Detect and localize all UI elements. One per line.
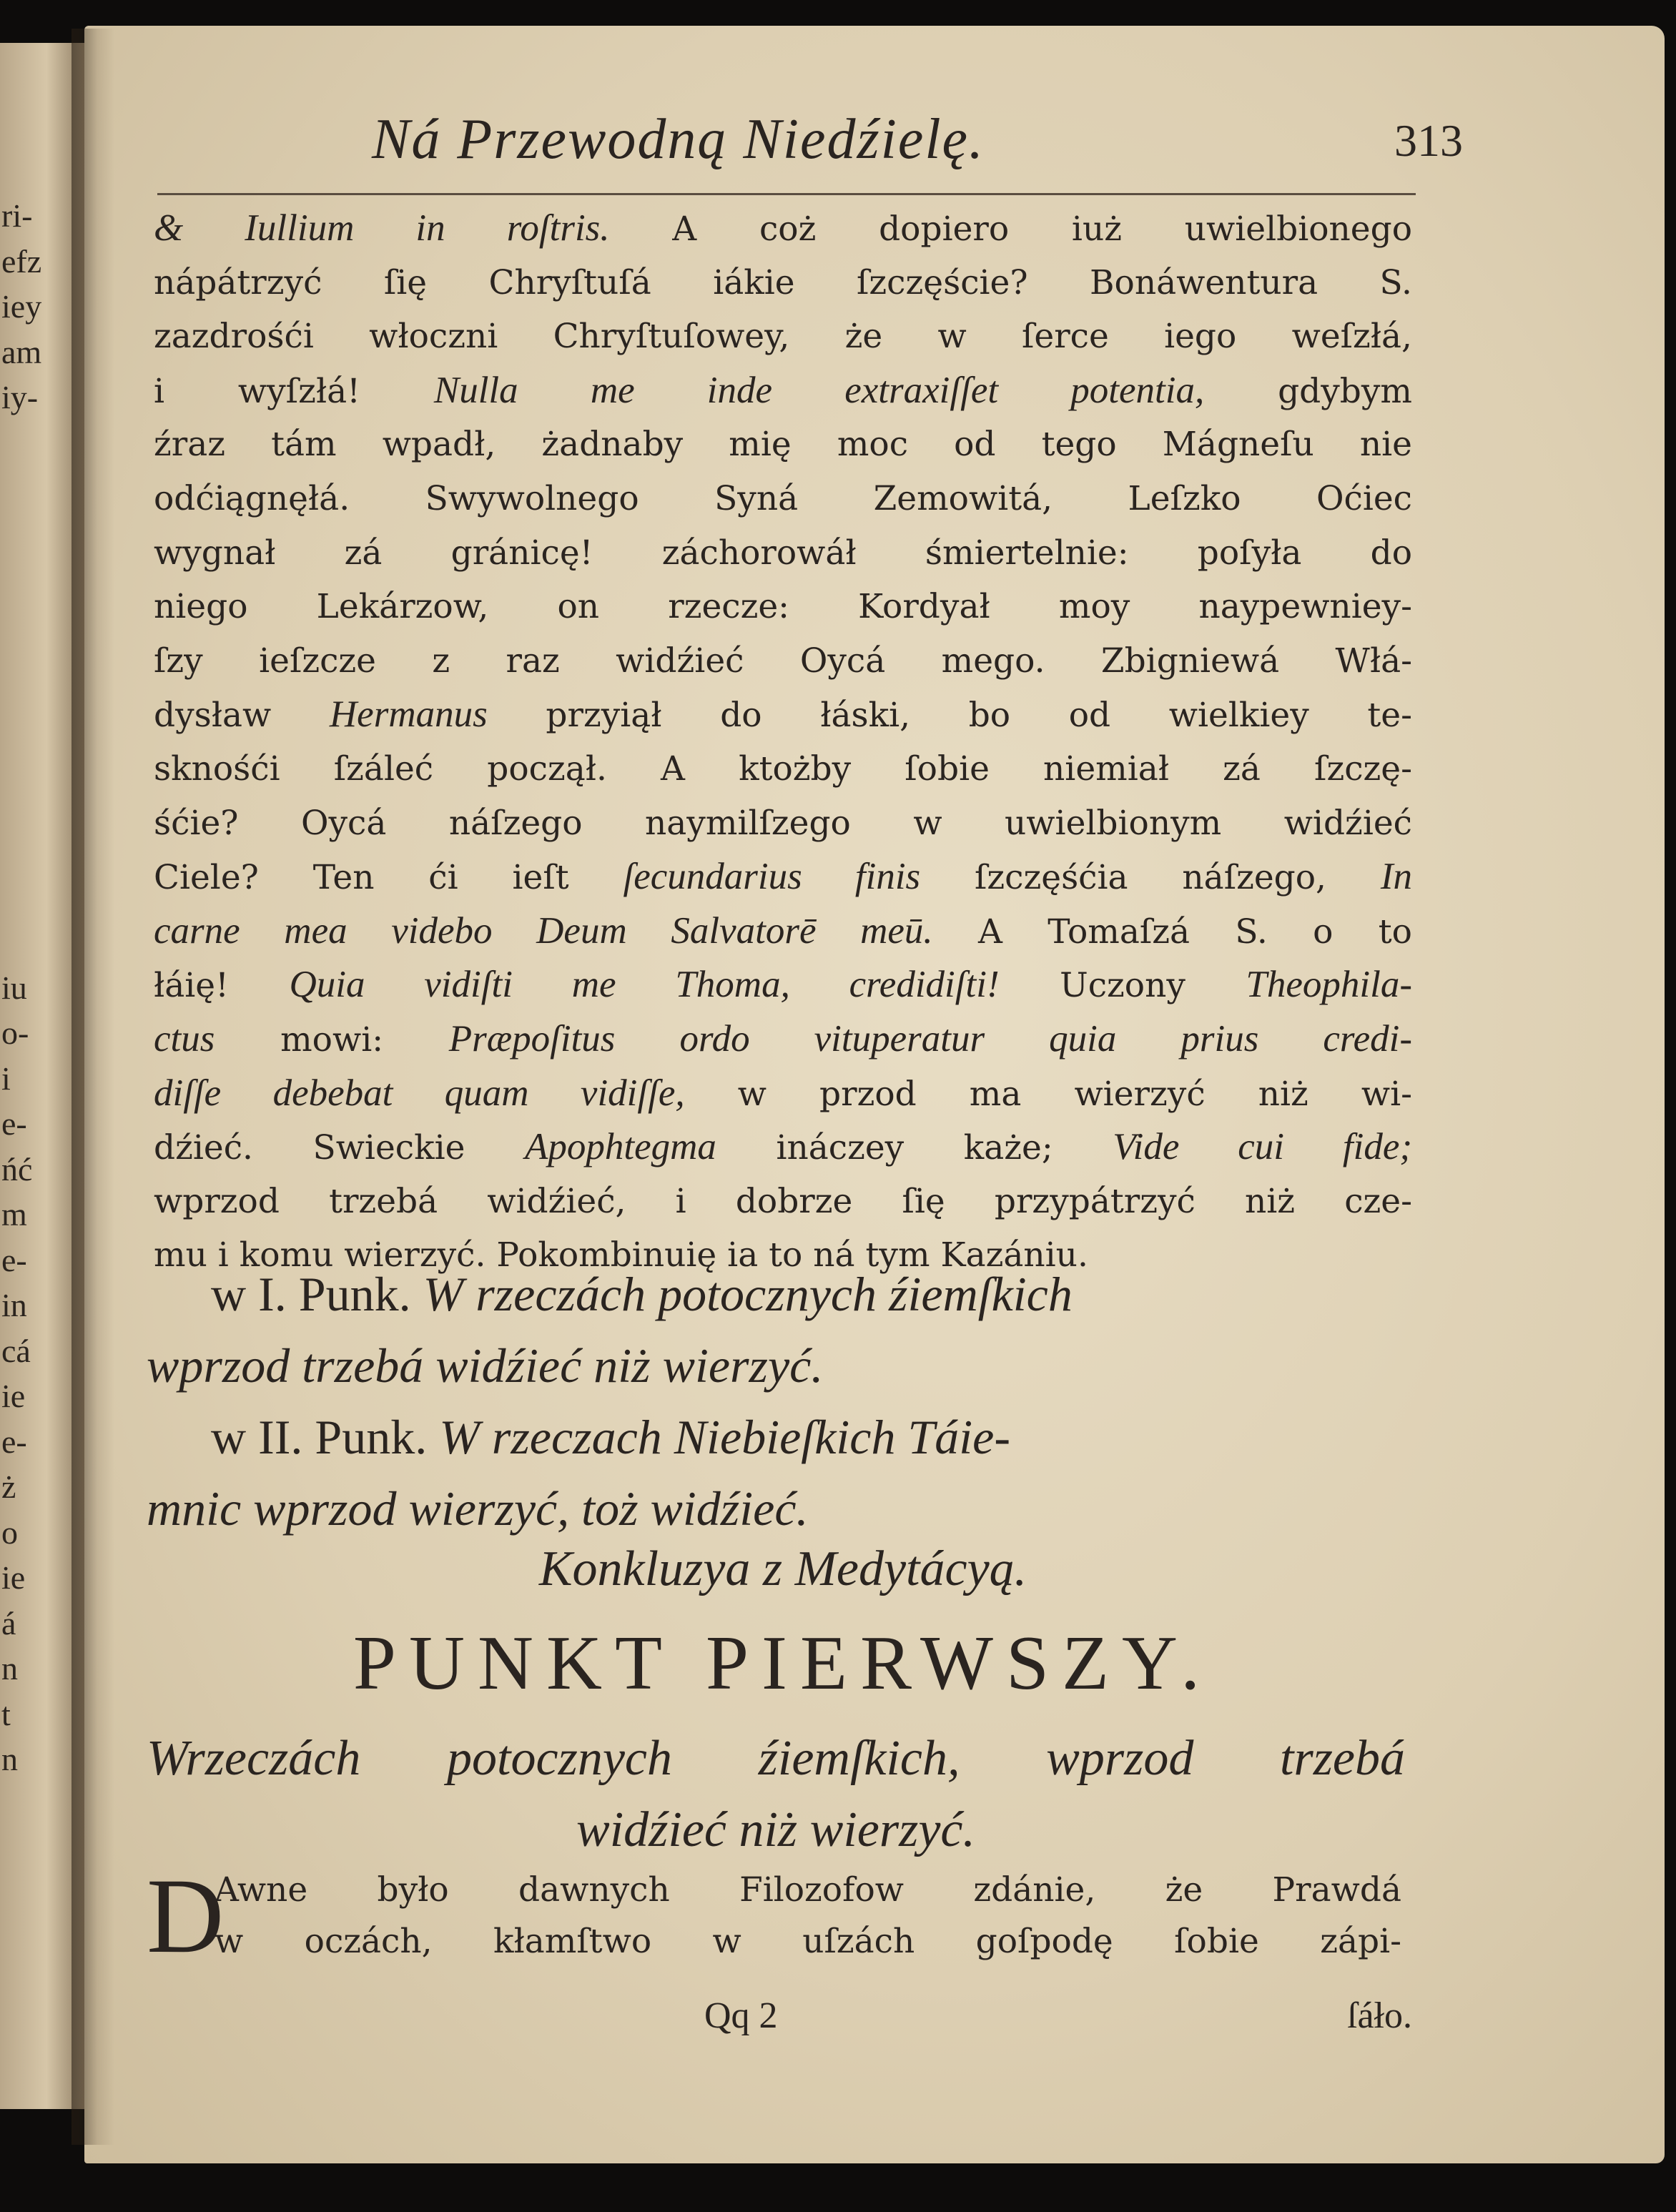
text-line [154, 958, 1412, 1012]
left-page-fragment: ie [1, 1559, 26, 1596]
text-span: łáię! [154, 966, 290, 1006]
text-span: & Iullium in roſtris. [154, 207, 610, 249]
text-span: niego Lekárzow, on rzecze: Kordyał moy naypewniey- [154, 587, 1412, 627]
left-page-fragment [1, 465, 80, 511]
text-span: ſzczęśćia náſzego, [920, 858, 1381, 898]
text-span: i wyſzłá! [154, 371, 434, 411]
text-line: Awne było dawnych Filozofow zdánie, że Prawdá [215, 1870, 1401, 1910]
left-page-fragment: iu [1, 969, 27, 1006]
text-span: gdybym [1204, 371, 1412, 411]
left-page-fragment [1, 919, 80, 965]
left-page-fragment [1, 511, 80, 557]
text-span: Præpoſitus ordo vituperatur quia prius credi- [448, 1017, 1412, 1060]
point-one-continuation: wprzod trzebá widźieć niż wierzyć. [147, 1338, 824, 1393]
text-line [154, 850, 1412, 904]
text-line [154, 364, 1412, 418]
left-page-fragment: i [1, 1060, 11, 1097]
text-span: A coż dopiero iuż uwielbionego [609, 209, 1412, 249]
text-line [154, 1120, 1412, 1175]
text-span: Ciele? Ten ći ieſt [154, 858, 623, 898]
left-page-fragment [1, 647, 80, 693]
left-page-fragment: o [1, 1514, 18, 1551]
left-page-fragment: cá [1, 1332, 31, 1369]
left-page-fragment [1, 420, 80, 466]
left-page-fragment [1, 602, 80, 648]
text-span: Quia vidiſti me Thoma, credidiſti! [289, 964, 1000, 1006]
text-span: Uczony [999, 966, 1246, 1006]
left-page-fragment: efz [1, 242, 42, 280]
text-line [154, 202, 1412, 256]
text-line [154, 796, 1412, 851]
text-span: Nulla me inde extraxiſſet potentia, [433, 369, 1205, 411]
running-head: Ná Przewodną Niedźielę. [372, 108, 985, 171]
text-span: dźieć. Swieckie [154, 1128, 525, 1168]
text-span: Theophila- [1246, 964, 1412, 1006]
left-page-fragment [1, 829, 80, 874]
left-page-fragment: t [1, 1695, 11, 1732]
text-line [154, 1067, 1412, 1121]
text-span: ſzy ieſzcze z raz widźieć Oycá mego. Zbigniewá Włá- [154, 641, 1412, 681]
text-line [154, 904, 1412, 959]
left-page-fragment [1, 693, 80, 739]
text-span: źraz tám wpadł, żadnaby mię moc od tego Mágneſu nie [154, 425, 1412, 465]
signature-mark: Qq 2 [704, 1995, 778, 2036]
text-line [154, 1175, 1412, 1229]
text-span: wprzod trzebá widźieć, i dobrze ſię przypátrzyć niż cze- [154, 1181, 1412, 1221]
text-line [154, 472, 1412, 526]
text-span: w przod ma wierzyć niż wi- [684, 1074, 1413, 1114]
catchword: ſáło. [1347, 1995, 1412, 2036]
subheading-line-2: widźieć niż wierzyć. [576, 1802, 975, 1857]
left-page-fragment: iey [1, 288, 42, 325]
left-page-fragment [1, 738, 80, 784]
text-line [154, 742, 1412, 796]
left-page-fragment: ie [1, 1378, 26, 1414]
page-number: 313 [1394, 115, 1463, 166]
text-line [154, 526, 1412, 581]
left-page-fragment: m [1, 1196, 27, 1233]
left-page-fragment: am [1, 333, 42, 370]
text-span: dysław [154, 696, 330, 736]
text-line [154, 418, 1412, 472]
text-span: carne mea videbo Deum Salvatorē meū. [154, 909, 933, 952]
text-line [154, 634, 1412, 688]
text-span: odćiągnęłá. Swywolnego Syná Zemowitá, Leſzko Oćiec [154, 478, 1412, 518]
gutter-shadow [72, 29, 114, 2145]
text-span: nápátrzyć ſię Chryſtuſá iákie ſzczęście? Bonáwentura S. [154, 262, 1412, 302]
header-rule [157, 193, 1416, 195]
left-page-fragment: e- [1, 1241, 27, 1278]
left-page-fragment [1, 874, 80, 920]
left-page-fragment: iy- [1, 379, 39, 415]
text-span: mu i komu wierzyć. Pokombinuię ia to ná tym Kazániu. [154, 1235, 1088, 1275]
left-page-fragment: e- [1, 1105, 27, 1142]
left-page-fragment [1, 556, 80, 602]
point-two-continuation: mnic wprzod wierzyć, toż widźieć. [147, 1481, 809, 1536]
text-span: sknośći ſzáleć począł. A ktożby ſobie niemiał zá ſzczę- [154, 749, 1412, 789]
subheading-line-1: Wrzeczách potocznych źiemſkich, wprzod trzebá [147, 1731, 1405, 1786]
point-one: w I. Punk. W rzeczách potocznych źiemſkich [211, 1267, 1073, 1321]
text-span: A Tomaſzá S. o to [932, 912, 1412, 952]
left-page-fragment: ńć [1, 1150, 33, 1188]
text-line [154, 310, 1412, 364]
left-page-fragment [1, 784, 80, 829]
point-two: w II. Punk. W rzeczach Niebieſkich Táie- [211, 1410, 1010, 1464]
page-footer [154, 1995, 1412, 2045]
left-page-fragment: in [1, 1287, 27, 1323]
section-subheading [147, 1723, 1405, 1866]
left-page-fragment: ż [1, 1468, 16, 1505]
drop-capital: D [147, 1857, 225, 1975]
konkluzya-heading: Konkluzya z Medytácyą. [538, 1541, 1027, 1596]
text-span: zazdrośći włoczni Chryſtuſowey, że w ſerce iego weſzłá, [154, 317, 1412, 357]
text-line [154, 1012, 1412, 1067]
text-span: przyiął do łáski, bo od wielkiey te- [487, 696, 1412, 736]
text-line: w oczách, kłamſtwo w uſzách goſpodę ſobie zápi- [215, 1922, 1401, 1961]
text-span: śćie? Oycá náſzego naymilſzego w uwielbionym widźieć [154, 803, 1412, 843]
text-span: Vide cui fide; [1113, 1126, 1413, 1168]
text-span: ináczey każe; [716, 1128, 1113, 1168]
left-page-fragments [1, 193, 80, 1782]
left-page-fragment: o- [1, 1014, 29, 1051]
text-span: mowi: [215, 1019, 449, 1060]
left-page-fragment: n [1, 1650, 18, 1687]
section-title: PUNKT PIERWSZY. [353, 1621, 1213, 1706]
text-span: In [1380, 856, 1412, 898]
text-span: diſſe debebat quam vidiſſe, [154, 1072, 685, 1114]
text-span: wygnał zá gránicę! záchorowáł śmiertelnie: poſyła do [154, 533, 1412, 573]
page-edge [1665, 0, 1676, 2212]
text-line [154, 580, 1412, 634]
body-text [154, 202, 1412, 1283]
opening-paragraph [215, 1865, 1401, 1967]
left-page-fragment: n [1, 1741, 18, 1777]
text-line [154, 688, 1412, 742]
points-summary [147, 1258, 1405, 1544]
left-page-fragment: á [1, 1604, 16, 1641]
left-page-fragment: ri- [1, 197, 33, 234]
text-span: Hermanus [329, 693, 488, 736]
text-span: Apophtegma [524, 1126, 716, 1168]
text-span: ctus [154, 1017, 215, 1060]
text-line [154, 256, 1412, 310]
left-page-fragment: e- [1, 1423, 27, 1460]
text-span: ſecundarius finis [623, 856, 921, 898]
page-header [136, 107, 1463, 186]
